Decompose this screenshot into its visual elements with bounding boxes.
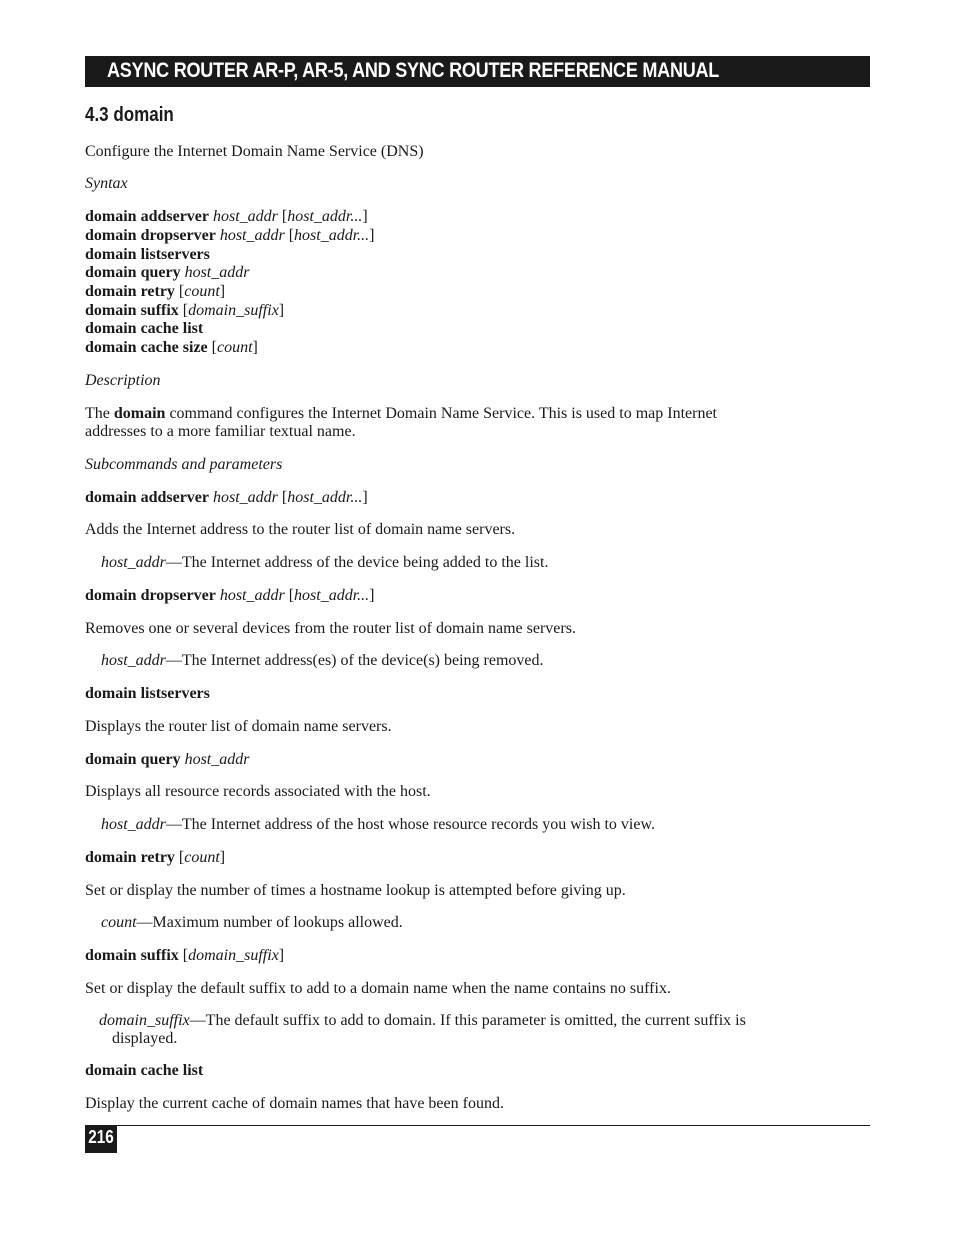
- subcommand-heading: domain dropserver host_addr [host_addr...]: [85, 587, 375, 604]
- syntax-line: domain listservers: [85, 246, 210, 263]
- syntax-line: domain cache size [count]: [85, 339, 258, 356]
- section-title: 4.3 domain: [85, 104, 174, 126]
- description-text: The domain command configures the Internet Domain Name Service. This is used to map Internet: [85, 405, 717, 422]
- param-desc: host_addr—The Internet address of the host whose resource records you wish to view.: [101, 816, 655, 833]
- footer-rule: [85, 1125, 870, 1126]
- param-desc: host_addr—The Internet address(es) of the device(s) being removed.: [101, 652, 544, 669]
- subcommand-desc: Displays all resource records associated with the host.: [85, 783, 431, 800]
- param-desc: count—Maximum number of lookups allowed.: [101, 914, 403, 931]
- syntax-label: Syntax: [85, 175, 128, 192]
- syntax-line: domain suffix [domain_suffix]: [85, 302, 285, 319]
- subcommand-heading: domain query host_addr: [85, 751, 250, 768]
- page-number-box: [85, 1125, 117, 1153]
- subcommand-heading: domain cache list: [85, 1062, 204, 1079]
- subcommand-heading: domain retry [count]: [85, 849, 226, 866]
- syntax-line: domain cache list: [85, 320, 204, 337]
- syntax-line: domain retry [count]: [85, 283, 226, 300]
- manual-title: ASYNC ROUTER AR-P, AR-5, AND SYNC ROUTER REFERENCE MANUAL: [107, 59, 720, 82]
- page-header-bar: [85, 56, 870, 87]
- subcommand-desc: Adds the Internet address to the router list of domain name servers.: [85, 521, 516, 538]
- syntax-line: domain dropserver host_addr [host_addr...]: [85, 227, 375, 244]
- subcommand-desc: Displays the router list of domain name servers.: [85, 718, 392, 735]
- subcommand-heading: domain listservers: [85, 685, 210, 702]
- param-desc: domain_suffix—The default suffix to add to domain. If this parameter is omitted, the current suffix is: [99, 1012, 746, 1029]
- subcommand-desc: Set or display the number of times a hostname lookup is attempted before giving up.: [85, 882, 626, 899]
- description-text-cont: addresses to a more familiar textual name.: [85, 423, 356, 440]
- param-desc-cont: displayed.: [112, 1030, 178, 1047]
- subcommand-desc: Display the current cache of domain names that have been found.: [85, 1095, 504, 1112]
- syntax-line: domain addserver host_addr [host_addr...]: [85, 208, 368, 225]
- syntax-line: domain query host_addr: [85, 264, 250, 281]
- subcommand-desc: Removes one or several devices from the router list of domain name servers.: [85, 620, 576, 637]
- subcommand-heading: domain addserver host_addr [host_addr...]: [85, 489, 368, 506]
- description-label: Description: [85, 372, 161, 389]
- subcommands-label: Subcommands and parameters: [85, 456, 283, 473]
- page-number: 216: [88, 1127, 114, 1147]
- param-desc: host_addr—The Internet address of the device being added to the list.: [101, 554, 549, 571]
- subcommand-desc: Set or display the default suffix to add to a domain name when the name contains no suffix.: [85, 980, 671, 997]
- subcommand-heading: domain suffix [domain_suffix]: [85, 947, 285, 964]
- section-intro: Configure the Internet Domain Name Service (DNS): [85, 143, 424, 160]
